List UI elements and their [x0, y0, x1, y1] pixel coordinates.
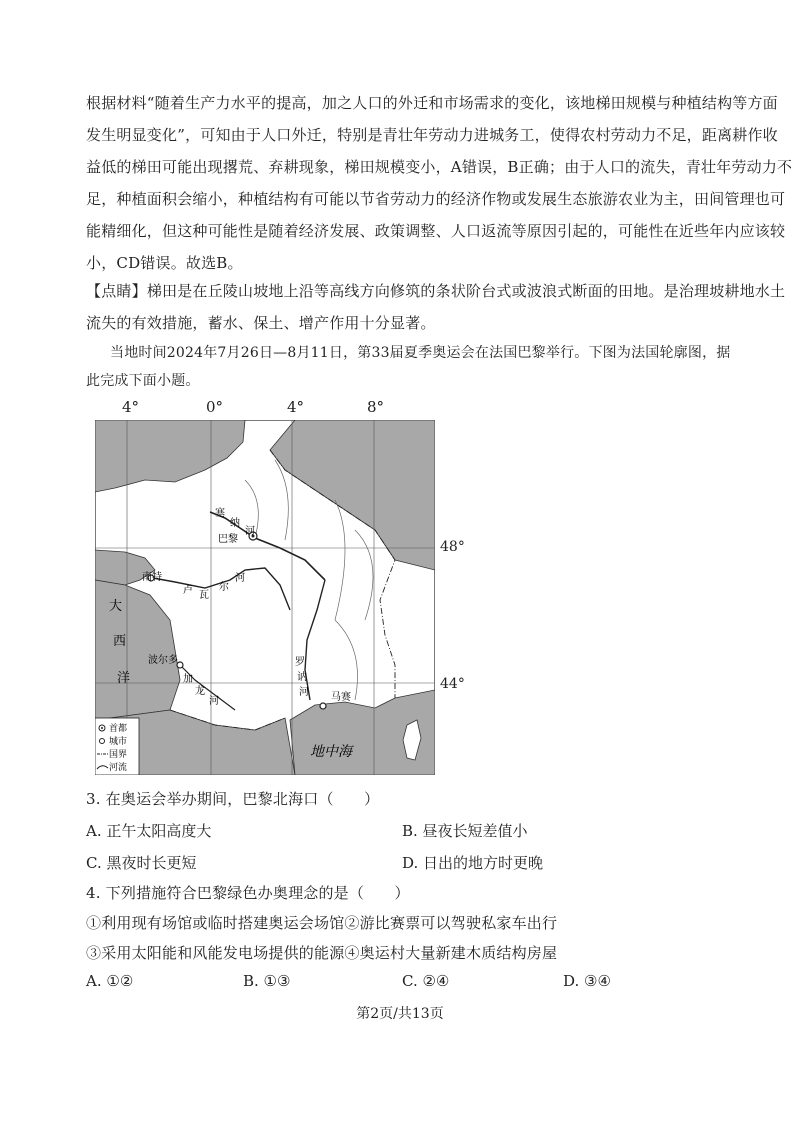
lat-label-44: 44° [440, 676, 465, 692]
marseille-label: 马赛 [331, 692, 351, 703]
q4-item-line-1: ①利用现有场馆或临时搭建奥运会场馆②游比赛票可以驾驶私家车出行 [86, 914, 558, 932]
rhone-label-3: 河 [299, 687, 309, 698]
explanation-line-5: 能精细化，但这种可能性是随着经济发展、政策调整、人口返流等原因引起的，可能性在近些年内应该较 [86, 222, 786, 240]
loire-label-3: 尔 [219, 582, 229, 593]
legend-river-label: 河流 [109, 763, 128, 773]
page-footer: 第2页/共13页 [356, 1006, 444, 1022]
tip-text-1: 梯田是在丘陵山坡地上沿等高线方向修筑的条状阶台式或波浪式断面的田地。是治理坡耕地水土 [146, 282, 786, 300]
q3-option-d[interactable]: D. 日出的地方时更晚 [402, 854, 544, 872]
q4-item-line-2: ③采用太阳能和风能发电场提供的能源④奥运村大量新建木质结构房屋 [86, 944, 558, 962]
atlantic-label-3: 洋 [117, 671, 131, 686]
marseille-city-marker [320, 703, 326, 709]
atlantic-label-2: 西 [113, 634, 127, 649]
seine-label-1: 塞 [215, 508, 225, 519]
atlantic-label-1: 大 [109, 599, 123, 614]
q3-stem: 3. 在奥运会举办期间，巴黎北海口（ ） [86, 790, 380, 808]
lon-label-4w: 4° [122, 398, 140, 416]
lon-label-4e: 4° [287, 398, 305, 416]
tip-line-1 [86, 280, 785, 301]
rhone-label-1: 罗 [295, 657, 305, 668]
q3-option-a[interactable]: A. 正午太阳高度大 [86, 822, 212, 840]
lat-label-48: 48° [440, 539, 465, 555]
explanation-line-3: 益低的梯田可能出现撂荒、弃耕现象，梯田规模变小，A错误，B正确；由于人口的流失，青壮年劳动力不 [86, 158, 793, 176]
intro-line-2: 此完成下面小题。 [86, 373, 200, 389]
legend-border-label: 国界 [109, 750, 128, 760]
garonne-label-1: 加 [183, 674, 193, 685]
nantes-label: 南特 [142, 572, 162, 583]
paris-label: 巴黎 [218, 534, 238, 545]
seine-label-3: 河 [245, 526, 255, 537]
q4-option-d[interactable]: D. ③④ [563, 972, 611, 990]
seine-label-2: 纳 [230, 518, 240, 529]
explanation-line-4: 足，种植面积会缩小，种植结构有可能以节省劳动力的经济作物或发展生态旅游农业为主，田间管理也可 [86, 190, 786, 208]
france-map [95, 420, 435, 775]
legend-city-symbol [100, 739, 105, 744]
intro-line-1: 当地时间2024年7月26日—8月11日，第33届夏季奥运会在法国巴黎举行。下图为法国轮廓图，据 [110, 345, 731, 361]
garonne-label-2: 龙 [195, 686, 205, 697]
lon-label-0: 0° [206, 398, 224, 416]
tip-label: 【点睛】 [86, 282, 147, 300]
q3-option-b[interactable]: B. 昼夜长短差值小 [402, 822, 528, 840]
q3-option-c[interactable]: C. 黑夜时长更短 [86, 854, 197, 872]
loire-label-2: 瓦 [199, 590, 209, 601]
mediterranean-label: 地中海 [310, 744, 352, 760]
q4-option-c[interactable]: C. ②④ [402, 972, 450, 990]
garonne-label-3: 河 [209, 696, 219, 707]
explanation-line-1: 根据材料“随着生产力水平的提高，加之人口的外迁和市场需求的变化，该地梯田规模与种植结构等方面 [86, 94, 778, 112]
loire-label-4: 河 [235, 573, 245, 584]
legend-capital-label: 首都 [109, 724, 128, 734]
bordeaux-label: 波尔多 [148, 655, 178, 666]
q4-stem: 4. 下列措施符合巴黎绿色办奥理念的是（ ） [86, 884, 410, 902]
q4-option-a[interactable]: A. ①② [86, 972, 134, 990]
tip-line-2: 流失的有效措施，蓄水、保土、增产作用十分显著。 [86, 314, 436, 332]
rhone-label-2: 讷 [297, 672, 307, 683]
q4-option-b[interactable]: B. ①③ [243, 972, 291, 990]
explanation-line-6: 小，CD错误。故选B。 [86, 254, 243, 272]
lon-label-8e: 8° [367, 398, 385, 416]
loire-label-1: 卢 [183, 585, 193, 596]
explanation-line-2: 发生明显变化”，可知由于人口外迁，特别是青壮年劳动力进城务工，使得农村劳动力不足，距离耕作收 [86, 126, 778, 144]
legend-city-label: 城市 [109, 737, 128, 747]
